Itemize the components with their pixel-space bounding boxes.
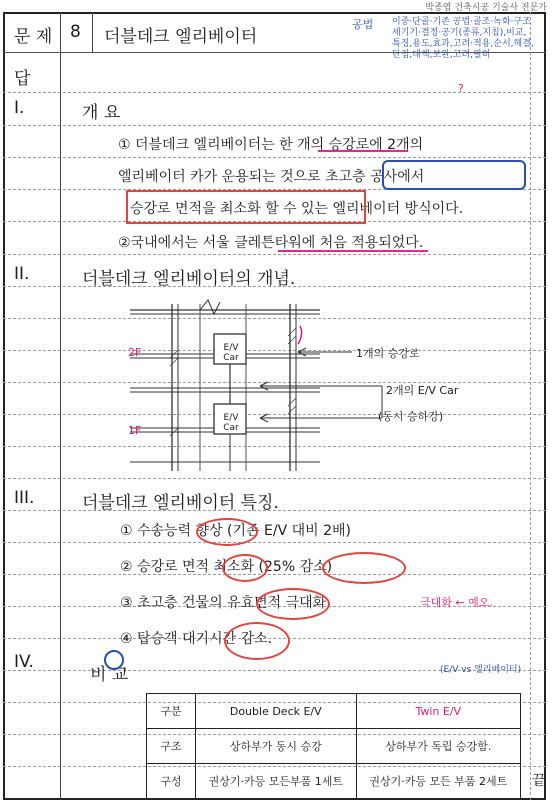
highlight-circle bbox=[256, 588, 330, 620]
end-mark: 끝 bbox=[532, 773, 546, 789]
problem-title: 더블데크 엘리베이터 bbox=[104, 27, 258, 47]
section-number: I. bbox=[14, 98, 25, 118]
overview-line: ① 더블데크 엘리베이터는 한 개의 승강로에 2개의 bbox=[118, 137, 424, 153]
highlight-circle bbox=[322, 552, 406, 584]
answer-label: 답 bbox=[14, 69, 31, 89]
overview-line: ②국내에서는 서울 클레튼타워에 처음 적용되었다. bbox=[118, 235, 424, 251]
table-cell: 상하부가 동시 승강 bbox=[196, 729, 357, 764]
rule-line bbox=[3, 542, 546, 543]
table-cell: 권상기·카등 모든 부품 2세트 bbox=[356, 764, 520, 799]
method-label: 공법 bbox=[352, 18, 374, 31]
highlight-underline bbox=[278, 250, 428, 252]
question-mark-note: ? bbox=[458, 82, 464, 95]
margin-column-line bbox=[530, 12, 531, 800]
concept-diagram bbox=[120, 296, 520, 476]
rule-line bbox=[3, 157, 546, 158]
method-note-line: 단점,대책,보완,고려,필히 bbox=[392, 50, 491, 60]
highlight-box bbox=[382, 160, 526, 190]
overview-line: 승강로 면적을 최소화 할 수 있는 엘리베이터 방식이다. bbox=[130, 201, 464, 217]
problem-label: 문 제 bbox=[14, 27, 53, 47]
side-note: 극대화 ← 예오. bbox=[420, 596, 493, 609]
section-number: II. bbox=[14, 264, 30, 284]
table-header-cell: 구분 bbox=[147, 694, 196, 729]
feature-line: ④ 탑승객 대기시간 감소. bbox=[120, 631, 273, 647]
problem-number-divider bbox=[92, 12, 93, 52]
margin-column-line bbox=[60, 12, 61, 800]
section-title: 비 교 bbox=[90, 665, 129, 685]
problem-number: 8 bbox=[70, 22, 81, 42]
table-row bbox=[147, 729, 521, 764]
highlight-circle bbox=[224, 622, 290, 660]
table-cell: 상하부가 독립 승강함. bbox=[356, 729, 520, 764]
floor-label-2f: 2F bbox=[128, 346, 142, 359]
car-label-top: E/V Car bbox=[223, 343, 239, 363]
label-two-cars: 2개의 E/V Car bbox=[386, 384, 459, 397]
table-header-cell: Twin E/V bbox=[356, 694, 520, 729]
car-label-bottom: E/V Car bbox=[223, 413, 239, 433]
table-row bbox=[147, 764, 521, 799]
highlight-circle bbox=[222, 554, 268, 582]
rule-line bbox=[3, 125, 546, 126]
floor-label-1f: 1F bbox=[128, 424, 142, 437]
feature-line: ① 수송능력 향상 (기존 E/V 대비 2배) bbox=[120, 523, 351, 539]
label-simultaneous: (동시 승하강) bbox=[378, 410, 444, 423]
rule-line bbox=[3, 478, 546, 479]
corner-note: 박종엽 건축시공 기술사 전문가 bbox=[425, 3, 547, 13]
table-cell: 구성 bbox=[147, 764, 196, 799]
method-note-line: 특징,용도,효과,고려·적용,순서,해결, bbox=[392, 39, 534, 49]
method-note-line: 이중·단골·기존 공법·골조·녹화·구조 bbox=[392, 17, 531, 27]
method-note-line: 세기기·결정·공기(종류,지침),비교, bbox=[392, 28, 527, 38]
table-row bbox=[147, 694, 521, 729]
label-one-shaft: 1개의 승강로 bbox=[356, 347, 420, 360]
table-header-cell: Double Deck E/V bbox=[196, 694, 357, 729]
side-note: (E/V vs 엘리베이터) bbox=[440, 665, 522, 675]
section-title: 더블데크 엘리베이터의 개념. bbox=[82, 269, 296, 289]
highlight-circle bbox=[104, 650, 124, 670]
highlight-box bbox=[126, 190, 366, 224]
rule-line bbox=[3, 254, 546, 255]
section-title: 더블데크 엘리베이터 특징. bbox=[82, 493, 279, 513]
highlight-circle bbox=[196, 518, 258, 546]
section-number: III. bbox=[14, 488, 35, 508]
section-number: IV. bbox=[14, 652, 34, 672]
feature-line: ② 승강로 면적 최소화 (25% 감소) bbox=[120, 559, 333, 575]
rule-line bbox=[3, 92, 546, 93]
feature-line: ③ 초고층 건물의 유효면적 극대화. bbox=[120, 595, 331, 611]
section-title: 개 요 bbox=[82, 103, 121, 123]
comparison-table bbox=[146, 693, 521, 799]
overview-line: 엘리베이터 카가 운용되는 것으로 초고층 공사에서 bbox=[118, 169, 425, 185]
highlight-underline bbox=[318, 150, 408, 152]
table-cell: 권상기·카등 모든부품 1세트 bbox=[196, 764, 357, 799]
table-cell: 구조 bbox=[147, 729, 196, 764]
